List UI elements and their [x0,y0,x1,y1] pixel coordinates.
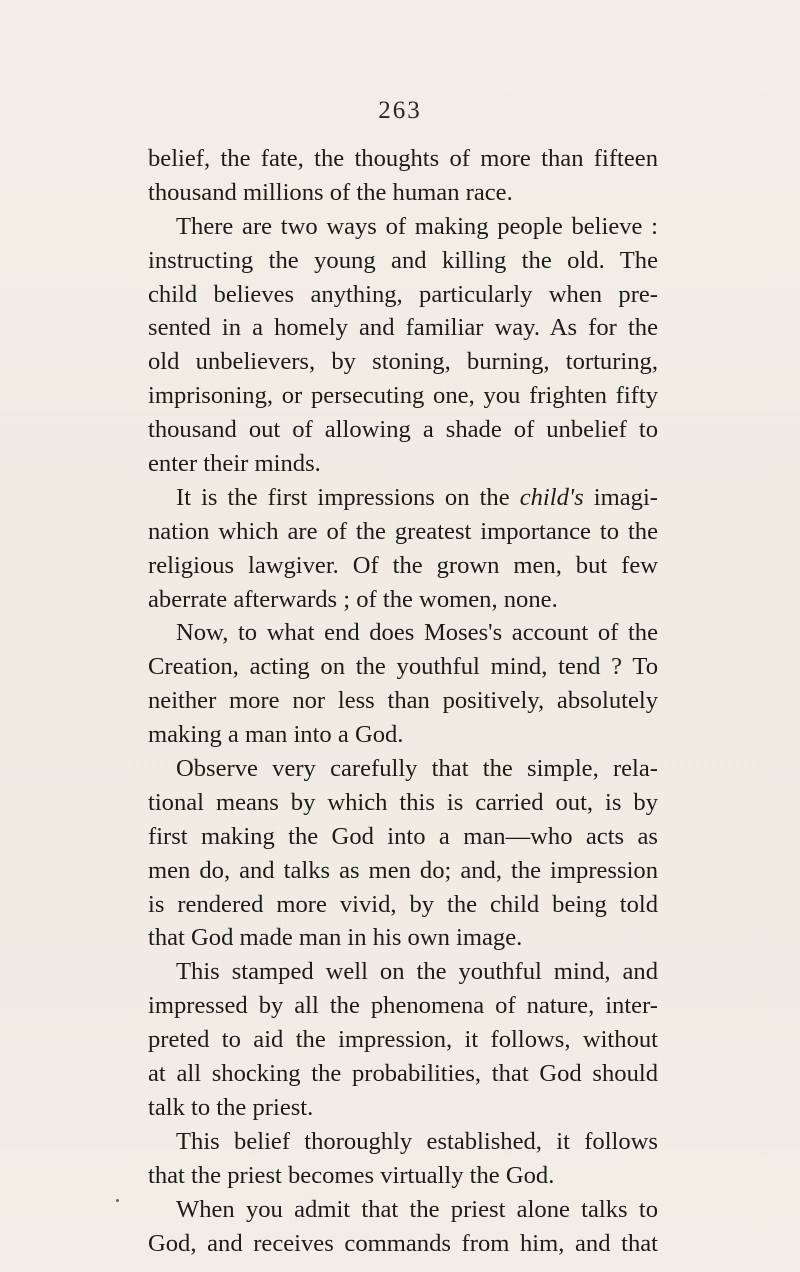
line-text-before: It is the first impressions on the [176,483,520,511]
text-line: religious lawgiver. Of the grown men, but few [148,551,658,579]
text-line: instructing the young and killing the old. The [148,246,658,274]
text-line: tional means by which this is carried out, is by [148,788,658,816]
text-line: is rendered more vivid, by the child being told [148,890,658,918]
paragraph-start-line: Now, to what end does Moses's account of the [176,619,658,647]
text-line: that God made man in his own image. [148,924,523,952]
text-line: old unbelievers, by stoning, burning, torturing, [148,348,658,376]
text-line: men do, and talks as men do; and, the impression [148,856,658,884]
text-line: impressed by all the phenomena of nature, inter- [148,992,658,1020]
paragraph-start-line: This stamped well on the youthful mind, and [176,958,658,986]
text-line: Creation, acting on the youthful mind, tend ? To [148,653,658,681]
text-line: sented in a homely and familiar way. As for the [148,314,658,342]
page-number: 263 [378,97,422,124]
text-line: God, and receives commands from him, and that [148,1229,658,1257]
paragraph-start-line: When you admit that the priest alone talks to [176,1195,658,1223]
text-line: talk to the priest. [148,1093,314,1121]
text-line: making a man into a God. [148,721,404,749]
text-line: thousand out of allowing a shade of unbelief to [148,416,658,444]
text-line: child believes anything, particularly when pre- [148,280,658,308]
paragraph-start-line: Observe very carefully that the simple, rela- [176,755,658,783]
text-line: imprisoning, or persecuting one, you frighten fifty [148,382,658,410]
text-line: enter their minds. [148,450,321,478]
body-text [148,142,658,1260]
text-line: thousand millions of the human race. [148,178,513,206]
line-text-after: imagi- [583,483,658,511]
text-line: first making the God into a man—who acts as [148,822,658,850]
text-line: that the priest becomes virtually the God. [148,1161,555,1189]
text-line: aberrate afterwards ; of the women, none. [148,585,558,613]
text-line: at all shocking the probabilities, that God should [148,1060,658,1088]
paragraph-start-line: This belief thoroughly established, it follows [176,1127,658,1155]
paragraph-start-line: There are two ways of making people believe : [176,212,658,240]
paper-speck [116,1199,119,1202]
emphasized-word: child's [519,483,584,511]
text-line: nation which are of the greatest importance to the [148,517,658,545]
text-line: preted to aid the impression, it follows, without [148,1026,658,1054]
text-line: belief, the fate, the thoughts of more than fifteen [148,145,658,172]
text-line: neither more nor less than positively, absolutely [148,687,658,715]
paragraph-start-line [148,481,658,515]
